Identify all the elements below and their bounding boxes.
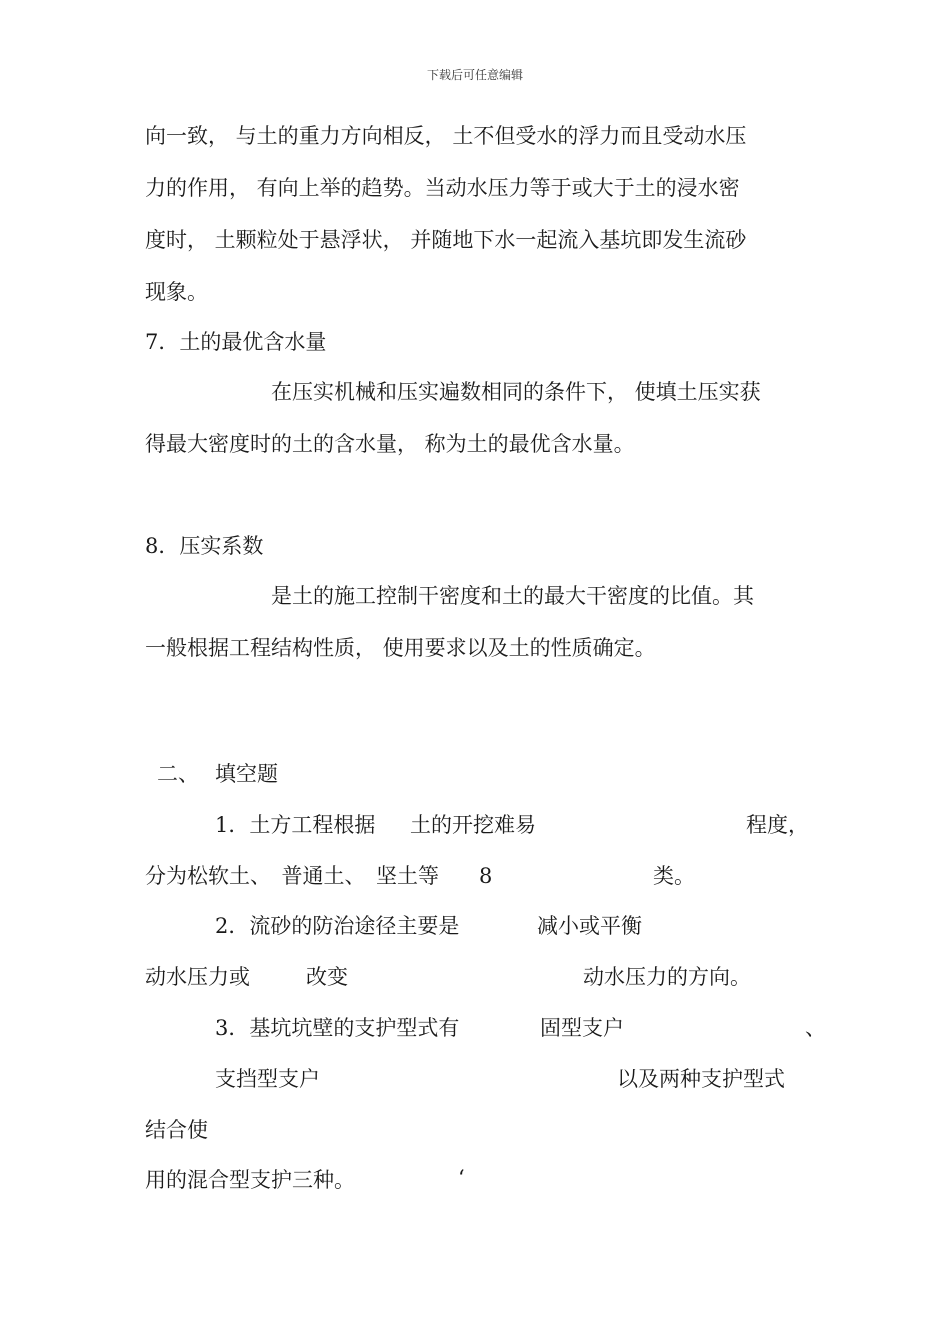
para-line: 度时， 土颗粒处于悬浮状， 并随地下水一起流入基坑即发生流砂 bbox=[145, 228, 747, 252]
question-3-line3: 结合使 bbox=[145, 1118, 208, 1142]
para-line: 现象。 bbox=[145, 280, 208, 304]
question-1-line2-answer: 8 bbox=[479, 864, 493, 888]
item-8-heading: 8．压实系数 bbox=[145, 534, 264, 558]
question-1-answer: 土的开挖难易 bbox=[410, 813, 536, 837]
question-3-answer-1: 固型支户 bbox=[540, 1016, 624, 1040]
section-title: 填空题 bbox=[215, 762, 278, 786]
question-1-line2-prefix: 分为松软土、 普通土、 坚土等 bbox=[145, 864, 439, 888]
para-line: 向一致， 与土的重力方向相反， 土不但受水的浮力而且受动水压 bbox=[145, 124, 747, 148]
stray-mark: ‘ bbox=[458, 1166, 465, 1190]
question-1-line2-suffix: 类。 bbox=[653, 864, 695, 888]
item-7-line: 在压实机械和压实遍数相同的条件下， 使填土压实获 bbox=[271, 380, 761, 404]
item-8-line: 一般根据工程结构性质， 使用要求以及土的性质确定。 bbox=[145, 636, 656, 660]
item-7-line: 得最大密度时的土的含水量， 称为土的最优含水量。 bbox=[145, 432, 635, 456]
question-2-prefix: 2．流砂的防治途径主要是 bbox=[215, 914, 460, 938]
question-3-line2-suffix: 以及两种支护型式 bbox=[617, 1067, 785, 1091]
question-2-line2-suffix: 动水压力的方向。 bbox=[583, 965, 751, 989]
para-line: 力的作用， 有向上举的趋势。当动水压力等于或大于土的浸水密 bbox=[145, 176, 740, 200]
page-header: 下载后可任意编辑 bbox=[426, 68, 523, 82]
question-2-line2-prefix: 动水压力或 bbox=[145, 965, 250, 989]
question-3-prefix: 3．基坑坑壁的支护型式有 bbox=[215, 1016, 460, 1040]
question-3-line4: 用的混合型支护三种。 bbox=[145, 1168, 355, 1192]
question-3-answer-2: 支挡型支户 bbox=[215, 1067, 320, 1091]
question-2-answer-2: 改变 bbox=[306, 965, 348, 989]
section-number: 二、 bbox=[157, 762, 199, 786]
question-2-answer-1: 减小或平衡 bbox=[537, 914, 642, 938]
question-1-suffix: 程度， bbox=[746, 813, 809, 837]
item-8-line: 是土的施工控制干密度和土的最大干密度的比值。其 bbox=[271, 584, 754, 608]
question-3-separator: 、 bbox=[805, 1016, 826, 1040]
question-1-prefix: 1．土方工程根据 bbox=[215, 813, 376, 837]
item-7-heading: 7．土的最优含水量 bbox=[145, 330, 327, 354]
